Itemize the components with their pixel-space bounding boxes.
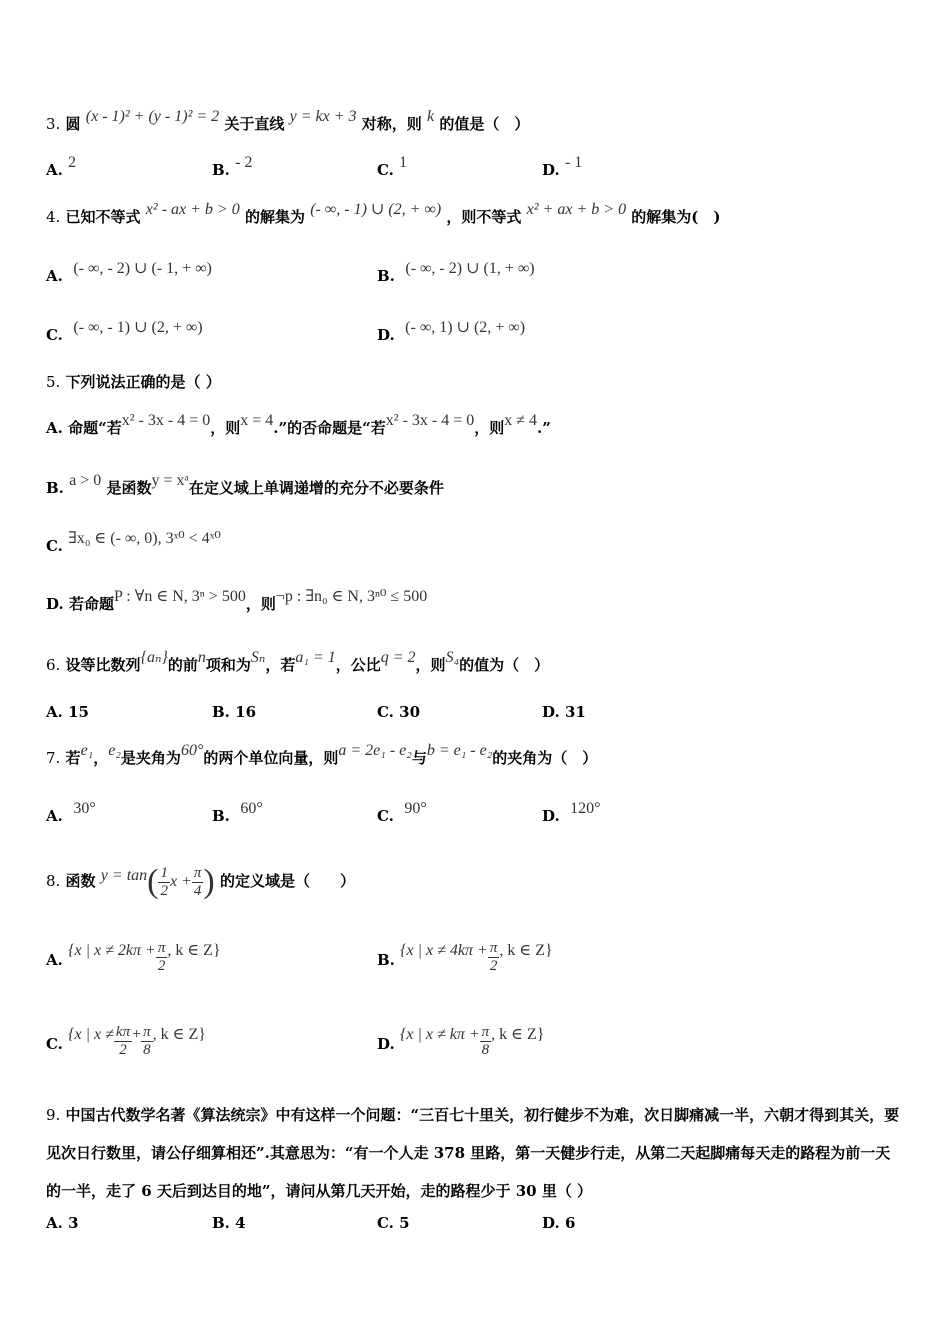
question-text: 对称，则 [361, 115, 422, 133]
math-s4: S₄ [445, 649, 460, 666]
numerator: π [143, 1023, 151, 1040]
numerator: π [481, 1023, 490, 1040]
math-set-start: {x | x ≠ kπ + [399, 1026, 480, 1043]
q7-option-a[interactable] [46, 800, 96, 827]
option-value: (- ∞, - 1) ∪ (2, + ∞) [73, 319, 203, 336]
option-label: C. [46, 537, 63, 555]
math-line-equation: y = kx + 3 [289, 108, 357, 125]
option-label: A. [46, 807, 63, 825]
option-text: 命题“若 [68, 419, 122, 437]
math-plus: + [132, 1026, 142, 1043]
numerator: π [193, 864, 202, 881]
option-value: - 1 [564, 154, 583, 171]
option-label: C. [377, 703, 394, 721]
option-label: D. [377, 1035, 395, 1053]
question-text: ，则 [415, 656, 446, 674]
option-label: D. [46, 595, 64, 613]
math-circle-equation: (x - 1)² + (y - 1)² = 2 [85, 108, 220, 125]
question-4 [46, 201, 721, 228]
option-label: A. [46, 161, 63, 179]
option-label: A. [46, 419, 63, 437]
option-label: D. [542, 1214, 560, 1232]
option-label: A. [46, 703, 63, 721]
q5-option-c[interactable] [46, 530, 221, 557]
denominator: 4 [193, 882, 202, 899]
option-value: 31 [564, 703, 586, 721]
left-paren: ( [147, 863, 159, 900]
option-label: C. [377, 1214, 394, 1232]
option-label: A. [46, 951, 63, 969]
fraction-half [158, 865, 170, 900]
option-value: - 2 [235, 154, 253, 171]
option-value: (- ∞, 1) ∪ (2, + ∞) [405, 319, 526, 336]
question-3 [46, 108, 530, 135]
math-vector-b: b = e₁ - e₂ [426, 742, 493, 759]
option-value: (- ∞, - 2) ∪ (- 1, + ∞) [73, 260, 212, 277]
q3-option-d[interactable] [542, 154, 583, 181]
question-number: 6. [46, 656, 61, 674]
math-set-start: {x | x ≠ 2kπ + [68, 942, 156, 959]
option-value: 5 [399, 1214, 410, 1232]
q8-option-b[interactable] [377, 940, 553, 981]
q6-option-b[interactable] [212, 702, 256, 722]
right-paren: ) [203, 863, 215, 900]
question-5 [46, 372, 221, 392]
option-value: 6 [564, 1214, 576, 1232]
question-text: 项和为 [205, 656, 251, 674]
numerator: π [157, 939, 166, 956]
option-text: ，则 [245, 595, 276, 613]
q4-option-c[interactable] [46, 319, 203, 346]
fraction [488, 940, 500, 975]
option-label: C. [377, 807, 394, 825]
q8-option-d[interactable] [377, 1024, 544, 1065]
question-text: 的定义域是（ ） [219, 872, 355, 890]
math-k: k [427, 108, 435, 125]
question-text: 下列说法正确的是（ ） [65, 373, 221, 391]
denominator: 8 [481, 1041, 490, 1058]
option-value: 30° [73, 800, 96, 817]
question-text: 关于直线 [224, 115, 285, 133]
question-number: 4. [46, 208, 61, 226]
option-value: 90° [404, 800, 427, 817]
question-7 [46, 742, 598, 769]
math-negation: ¬p : ∃n₀ ∈ N, 3ⁿ⁰ ≤ 500 [275, 588, 428, 605]
question-text: 若 [65, 749, 81, 767]
question-9 [46, 1096, 904, 1210]
option-label: A. [46, 267, 63, 285]
option-label: C. [46, 326, 63, 344]
denominator: 2 [160, 882, 168, 899]
option-label: D. [377, 326, 395, 344]
question-text: 设等比数列 [65, 656, 141, 674]
q4-option-d[interactable] [377, 319, 526, 346]
option-label: D. [542, 161, 560, 179]
question-text: ，则不等式 [446, 208, 522, 226]
q9-option-a[interactable] [46, 1213, 79, 1233]
math-q: q = 2 [380, 649, 416, 666]
q8-option-a[interactable] [46, 940, 221, 981]
math-solution-set: (- ∞, - 1) ∪ (2, + ∞) [310, 201, 442, 218]
math-inequality: x² - ax + b > 0 [145, 201, 240, 218]
option-text: 在定义域上单调递增的充分不必要条件 [188, 479, 444, 497]
question-text: 圆 [65, 115, 81, 133]
question-text: 与 [411, 749, 427, 767]
math-function: y = xᵃ [151, 472, 189, 489]
question-text: ， [93, 749, 109, 767]
option-text: 若命题 [68, 595, 114, 613]
option-value: 120° [570, 800, 601, 817]
option-label: D. [542, 703, 560, 721]
math-angle: 60° [180, 742, 204, 759]
math-set-start: {x | x ≠ 4kπ + [400, 942, 488, 959]
q9-option-c[interactable] [377, 1213, 410, 1233]
denominator: 2 [489, 957, 498, 974]
math-set-end: , k ∈ Z} [491, 1026, 545, 1043]
question-text: ，公比 [335, 656, 381, 674]
question-text: 的解集为( ) [631, 208, 721, 226]
question-text: 的前 [167, 656, 198, 674]
option-value: 30 [399, 703, 421, 721]
math-set-end: , k ∈ Z} [499, 942, 553, 959]
question-number: 9. [46, 1106, 61, 1124]
question-text: 中国古代数学名著《算法统宗》中有这样一个问题：“三百七十里关，初行健步不为难，次日脚痛减一半，六朝才得到其关，要见次日行数里，请公仔细算相还”.其意思为：“有一个人走 378 里路，第一天健步行走，从第二天起脚痛每天走的路程为前一天的一半，走了 6 天后到达目的地”，请问从第几天开始，走的路程少于 30 里（ ） [46, 1106, 900, 1200]
q3-option-b[interactable] [212, 154, 253, 181]
math-x-plus: x + [169, 873, 192, 890]
q3-option-c[interactable] [377, 154, 408, 181]
option-label: A. [46, 1214, 63, 1232]
question-6 [46, 649, 550, 676]
fraction-pi-8 [141, 1024, 153, 1059]
q9-option-d[interactable] [542, 1213, 575, 1233]
question-text: ，若 [265, 656, 296, 674]
option-label: B. [212, 161, 230, 179]
math-set-end: , k ∈ Z} [167, 942, 221, 959]
math-set-start: {x | x ≠ [68, 1026, 114, 1043]
fraction-pi-4 [192, 865, 204, 900]
question-number: 3. [46, 115, 61, 133]
fraction-k-pi-2 [114, 1024, 132, 1059]
fraction [156, 940, 168, 975]
math-sequence: {aₙ} [140, 649, 168, 666]
option-text: ，则 [474, 419, 505, 437]
question-text: 的值为（ ） [459, 656, 550, 674]
math-e1: e₁ [80, 742, 94, 759]
option-value: (- ∞, - 2) ∪ (1, + ∞) [405, 260, 535, 277]
question-number: 8. [46, 872, 61, 890]
math-proposition: P : ∀n ∈ N, 3ⁿ > 500 [113, 588, 246, 605]
numerator: π [489, 939, 498, 956]
option-text: 是函数 [106, 479, 152, 497]
math-statement: ∃x₀ ∈ (- ∞, 0), 3ˣ⁰ < 4ˣ⁰ [68, 530, 221, 547]
math-set-end: , k ∈ Z} [152, 1026, 206, 1043]
option-label: B. [212, 1214, 230, 1232]
denominator: 2 [157, 957, 166, 974]
option-label: C. [377, 161, 394, 179]
q9-option-b[interactable] [212, 1213, 246, 1233]
fraction [480, 1024, 492, 1059]
numerator: 1 [160, 864, 168, 881]
option-value: 15 [68, 703, 89, 721]
question-8 [46, 856, 355, 907]
math-inequality-2: x² + ax + b > 0 [526, 201, 627, 218]
option-label: B. [212, 807, 230, 825]
math-e2: e₂ [108, 742, 121, 759]
q5-option-a[interactable] [46, 412, 551, 439]
q7-option-d[interactable] [542, 800, 601, 827]
q5-option-d[interactable] [46, 588, 428, 615]
question-text: 的两个单位向量，则 [203, 749, 339, 767]
math-tan: y = tan [100, 867, 148, 884]
question-text: 函数 [65, 872, 96, 890]
math-vector-a: a = 2e₁ - e₂ [338, 742, 412, 759]
option-value: 2 [68, 154, 77, 171]
question-text: 的解集为 [244, 208, 305, 226]
option-label: B. [377, 951, 395, 969]
q6-option-d[interactable] [542, 702, 586, 722]
option-label: B. [46, 479, 64, 497]
question-number: 7. [46, 749, 61, 767]
math-n: n [197, 649, 206, 666]
option-text: .” [537, 419, 551, 437]
math-sn: Sₙ [250, 649, 266, 666]
math-condition: a > 0 [69, 472, 102, 489]
question-text: 的值是（ ） [439, 115, 530, 133]
q3-option-a[interactable] [46, 154, 77, 181]
option-text: .”的否命题是“若 [273, 419, 386, 437]
q7-option-b[interactable] [212, 800, 263, 827]
q8-option-c[interactable] [46, 1024, 206, 1065]
q6-option-c[interactable] [377, 702, 420, 722]
q4-option-a[interactable] [46, 260, 212, 287]
option-value: 3 [68, 1214, 79, 1232]
q5-option-b[interactable] [46, 472, 444, 499]
option-value: 60° [240, 800, 263, 817]
question-text: 是夹角为 [120, 749, 181, 767]
q4-option-b[interactable] [377, 260, 535, 287]
q7-option-c[interactable] [377, 800, 427, 827]
option-label: B. [212, 703, 230, 721]
math-equation: x ≠ 4 [504, 412, 538, 429]
option-text: ，则 [210, 419, 241, 437]
q6-option-a[interactable] [46, 702, 89, 722]
option-value: 4 [235, 1214, 246, 1232]
question-number: 5. [46, 373, 61, 391]
math-equation: x² - 3x - 4 = 0 [385, 412, 475, 429]
option-label: D. [542, 807, 560, 825]
math-equation: x = 4 [240, 412, 274, 429]
option-value: 16 [235, 703, 257, 721]
numerator: kπ [115, 1023, 131, 1040]
question-text: 的夹角为（ ） [492, 749, 598, 767]
math-equation: x² - 3x - 4 = 0 [121, 412, 211, 429]
option-label: C. [46, 1035, 63, 1053]
math-a1: a₁ = 1 [295, 649, 336, 666]
denominator: 8 [143, 1041, 151, 1058]
denominator: 2 [119, 1041, 127, 1058]
option-value: 1 [399, 154, 408, 171]
option-label: B. [377, 267, 395, 285]
question-text: 已知不等式 [65, 208, 141, 226]
